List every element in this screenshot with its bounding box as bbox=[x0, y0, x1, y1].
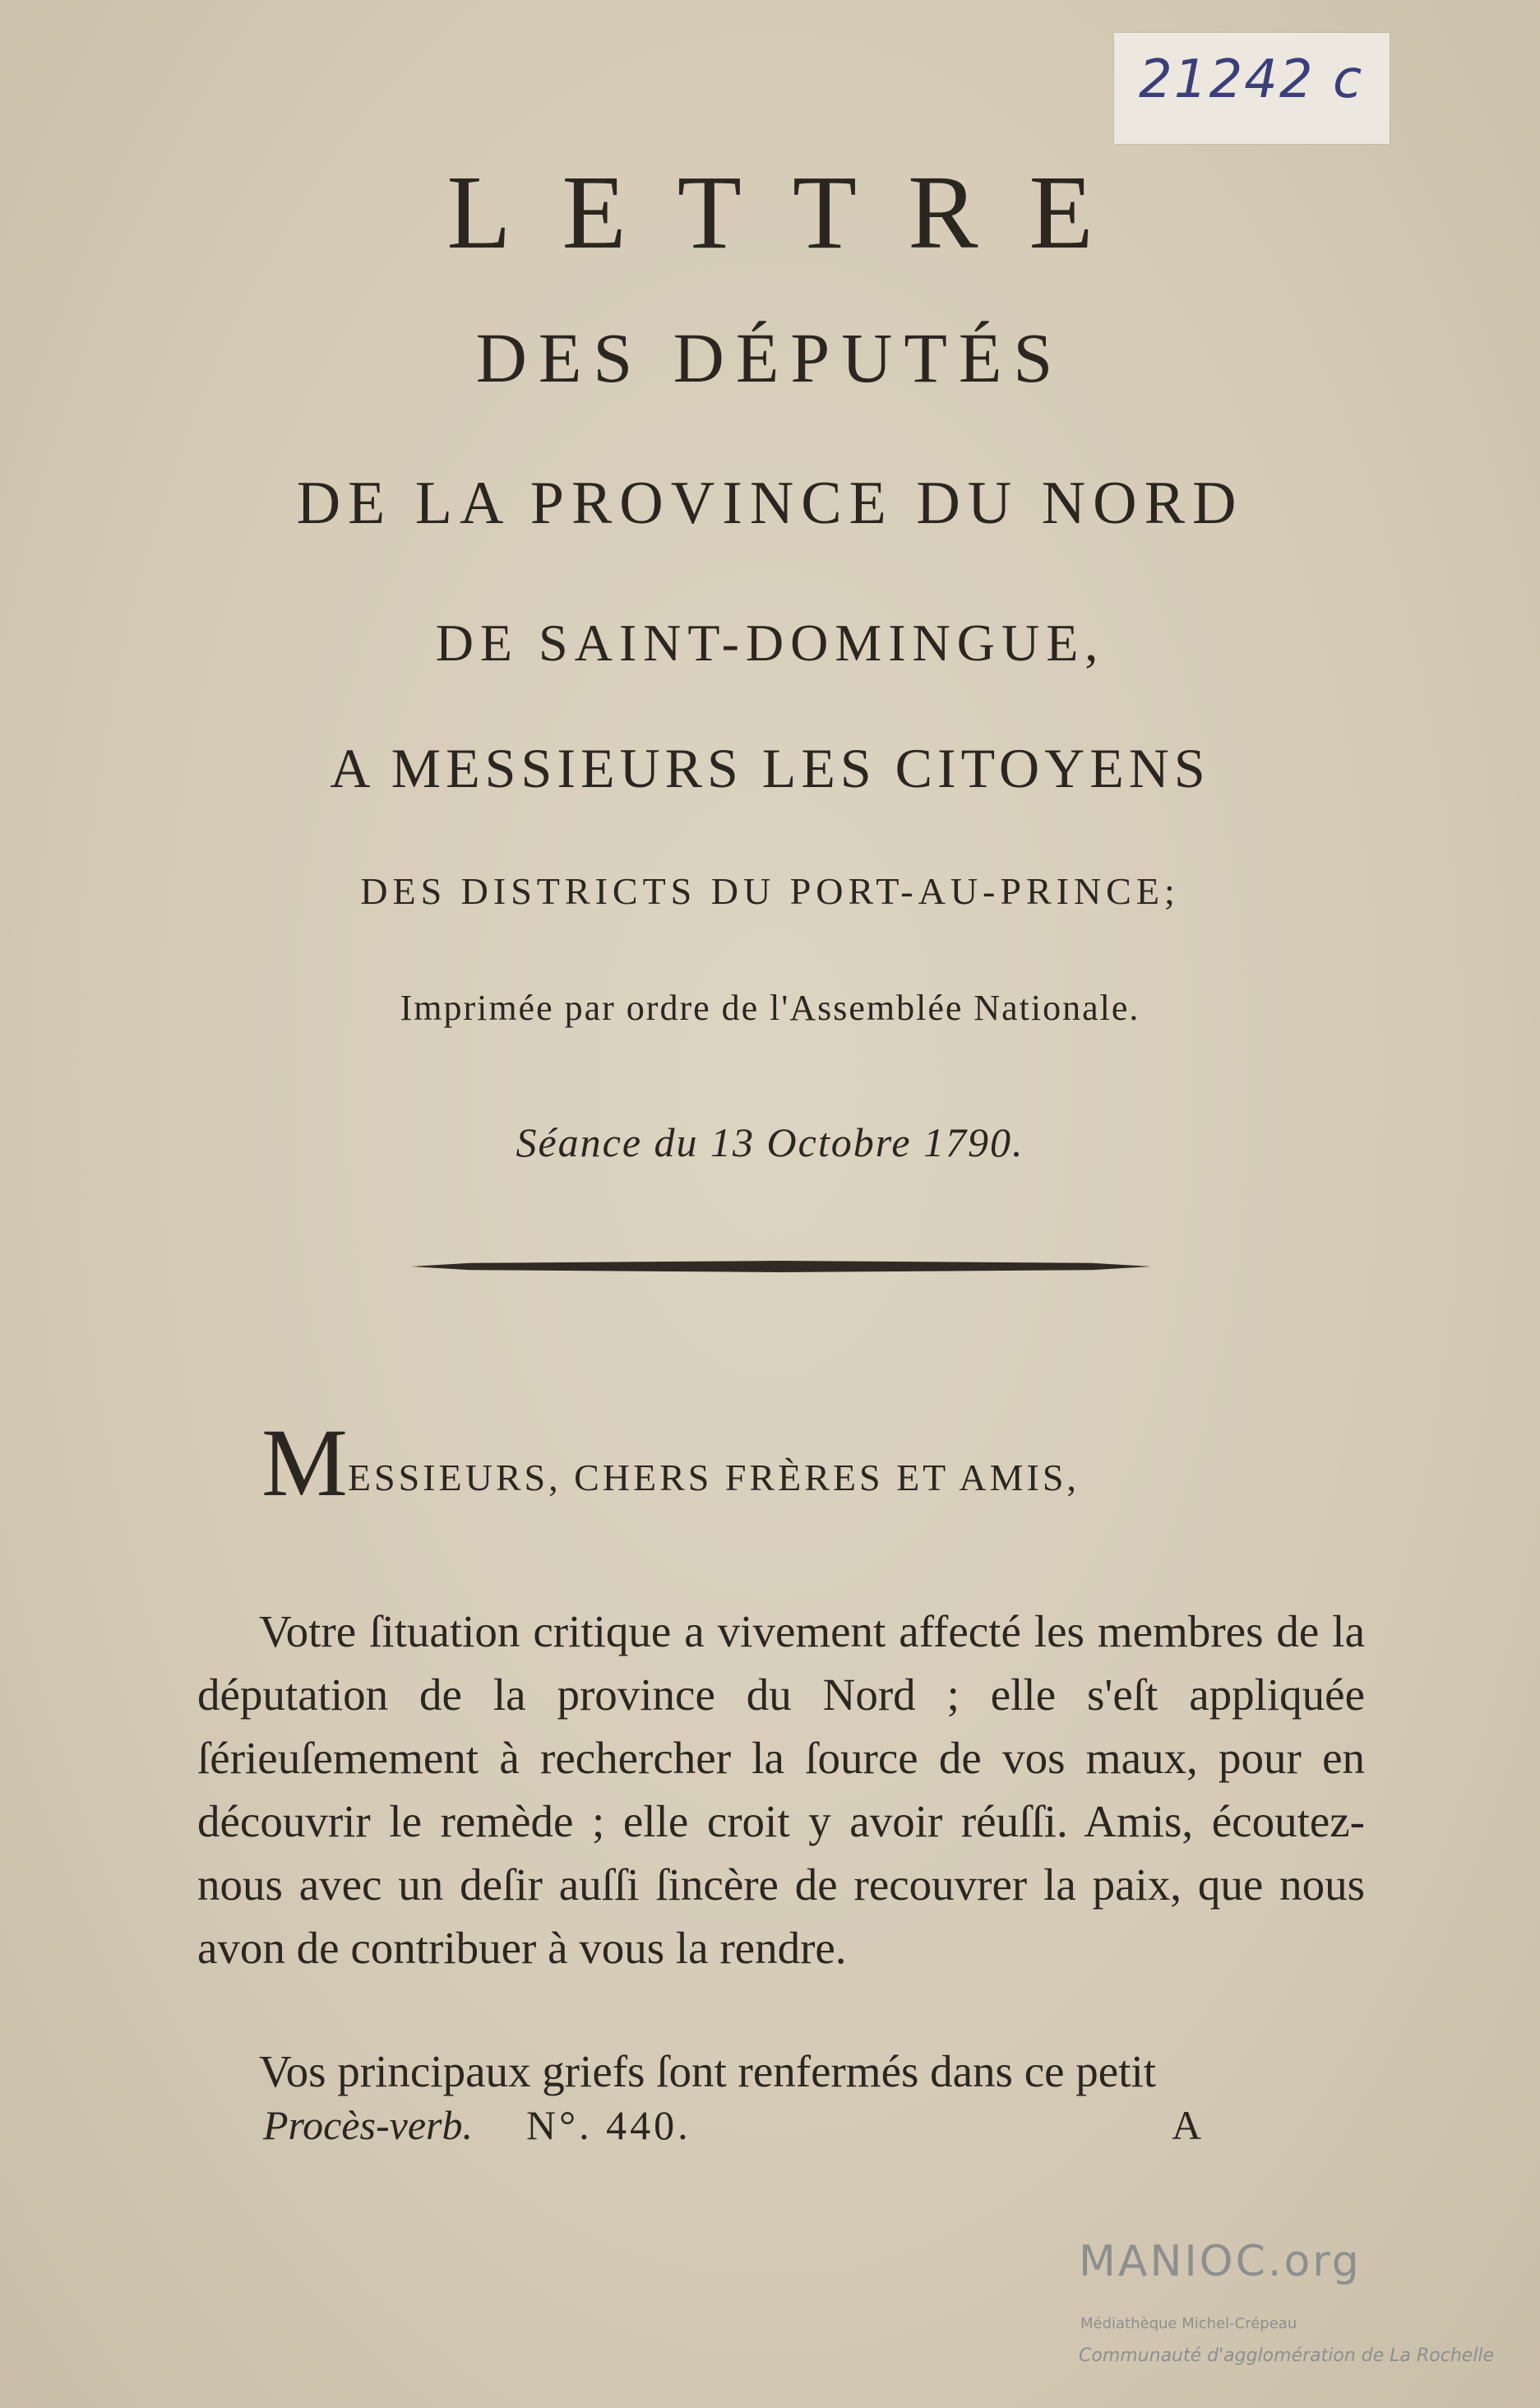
session-date: Séance du 13 Octobre 1790. bbox=[516, 1119, 1024, 1165]
title-province: DE LA PROVINCE DU NORD bbox=[296, 470, 1244, 537]
title-citoyens: A MESSIEURS LES CITOYENS bbox=[330, 737, 1210, 799]
community-name: Communauté d'agglomération de La Rochelle bbox=[1079, 2345, 1495, 2366]
body-paragraph-1: Votre ſituation critique a vivement affecté les membres de la députation de la province du Nord ; elle s'eſt appliquée ſérieuſemement à rechercher la ſource de vos maux, pour en découvrir le remède ; elle croit y avoir réuſſi. Amis, écoutez-nous avec un deſir auſſi ſincère de recouvrer la paix, que nous avon de contribuer à vous la rendre. bbox=[197, 1606, 1365, 1973]
title-deputes: DES DÉPUTÉS bbox=[475, 318, 1065, 397]
shelfmark-number: 21242 c bbox=[1139, 49, 1364, 110]
manioc-watermark bbox=[1079, 2237, 1495, 2366]
salutation bbox=[261, 1409, 1080, 1517]
drop-cap: M bbox=[261, 1409, 348, 1517]
imprint-line: Imprimée par ordre de l'Assemblée Nationale. bbox=[400, 988, 1140, 1028]
library-name: Médiathèque Michel-Crépeau bbox=[1080, 2315, 1297, 2332]
title-lettre: LETTRE bbox=[446, 154, 1145, 271]
page-footer bbox=[263, 2101, 1217, 2167]
salutation-text: ESSIEURS, CHERS FRÈRES ET AMIS, bbox=[347, 1456, 1080, 1498]
document-number: N°. 440. bbox=[526, 2102, 691, 2148]
proces-verbal-label: Procès-verb. bbox=[263, 2102, 473, 2148]
manioc-logo: MANIOC.org bbox=[1079, 2237, 1362, 2286]
body-paragraph-2: Vos principaux griefs ſont renfermés dans ce petit bbox=[259, 2046, 1157, 2096]
ornamental-rule bbox=[411, 1261, 1151, 1272]
signature-mark: A bbox=[1172, 2102, 1202, 2148]
title-saint-domingue: DE SAINT-DOMINGUE, bbox=[435, 614, 1105, 672]
title-districts: DES DISTRICTS DU PORT-AU-PRINCE; bbox=[360, 870, 1180, 912]
